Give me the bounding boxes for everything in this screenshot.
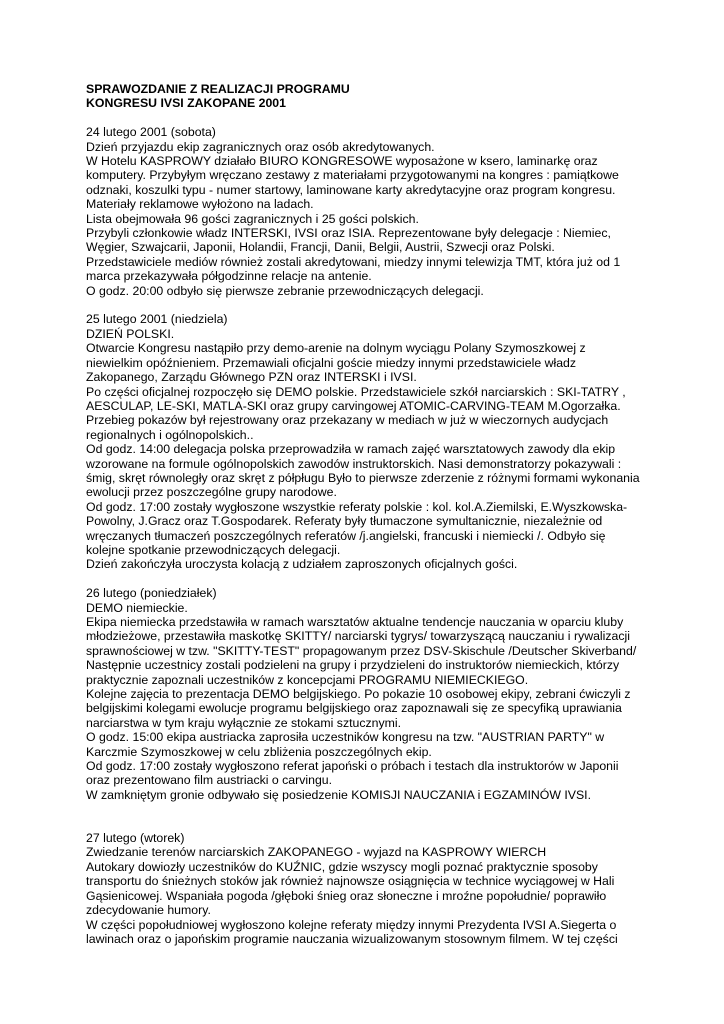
text-line: Powolny, J.Gracz oraz T.Gospodarek. Referaty były tłumaczone symultanicznie, niezależnie od	[86, 514, 603, 529]
text-line: Węgier, Szwajcarii, Japonii, Holandii, Francji, Danii, Belgii, Austrii, Szwecji oraz Polski.	[86, 240, 555, 255]
title-line: KONGRESU IVSI ZAKOPANE 2001	[86, 96, 286, 111]
text-line: regionalnych i ogólnopolskich..	[86, 427, 254, 442]
text-line: Karczmie Szymoszkowej w celu zbliżenia poszczególnych ekip.	[86, 744, 432, 759]
text-line: komputery. Przybyłym wręczano zestawy z materiałami przygotowanymi na kongres : pamiątkowe	[86, 168, 619, 183]
text-line: Zwiedzanie terenów narciarskich ZAKOPANEGO - wyjazd na KASPROWY WIERCH	[86, 845, 547, 860]
text-line: transportu do śnieżnych stoków jak również najnowsze osiągnięcia w technice wyciągowej w Hali	[86, 874, 615, 889]
text-line: Od godz. 17:00 zostały wygłoszono referat japoński o próbach i testach dla instruktorów w Japonii	[86, 759, 619, 774]
text-line: W Hotelu KASPROWY działało BIURO KONGRESOWE wyposażone w ksero, laminarkę oraz	[86, 154, 598, 169]
text-line: Od godz. 17:00 zostały wygłoszone wszystkie referaty polskie : kol. kol.A.Ziemilski, E.Wyszkowska-	[86, 499, 628, 514]
text-line: oraz prezentowano film austriacki o carvingu.	[86, 773, 333, 788]
report-section-feb-27	[86, 831, 646, 946]
text-line: Przybyli członkowie władz INTERSKI, IVSI oraz ISIA. Reprezentowane były delegacje : Niemiec,	[86, 226, 611, 241]
section-date: 24 lutego 2001 (sobota)	[86, 125, 216, 140]
spacer	[86, 802, 646, 831]
text-line: marca przekazywała półgodzinne relacje na antenie.	[86, 269, 372, 284]
section-date: 25 lutego 2001 (niedziela)	[86, 312, 228, 327]
text-line: zdecydowanie humory.	[86, 903, 211, 918]
text-line: Po części oficjalnej rozpoczęło się DEMO polskie. Przedstawiciele szkół narciarskich : SKI-TATRY ,	[86, 384, 626, 399]
text-line: belgijskimi kolegami ewolucje programu belgijskiego oraz zapoznawali się ze specyfiką uprawiania	[86, 701, 622, 716]
report-section-feb-26	[86, 586, 646, 802]
text-line: Kolejne zajęcia to prezentacja DEMO belgijskiego. Po pokazie 10 osobowej ekipy, zebrani ćwiczyli z	[86, 687, 631, 702]
text-line: Od godz. 14:00 delegacja polska przeprowadziła w ramach zajęć warsztatowych zawody dla ekip	[86, 442, 616, 457]
text-line: młodzieżowe, przestawiła maskotkę SKITTY/ narciarski tygrys/ towarzyszącą nauczaniu i rywalizacji	[86, 629, 630, 644]
text-line: wzorowane na formule ogólnopolskich zawodów instruktorskich. Nasi demonstratorzy pokazywali :	[86, 456, 622, 471]
text-line: niewielkim opóźnieniem. Przemawiali oficjalni goście miedzy innymi przedstawiciele władz	[86, 355, 577, 370]
text-line: Materiały reklamowe wyłożono na ladach.	[86, 197, 314, 212]
text-line: lawinach oraz o japońskim programie nauczania wizualizowanym stosownym filmem. W tej części	[86, 931, 618, 946]
text-line: sprawnościowej w tzw. "SKITTY-TEST" propagowanym przez DSV-Skischule /Deutscher Skiverband/	[86, 643, 637, 658]
text-line: Ekipa niemiecka przedstawiła w ramach warsztatów aktualne tendencje nauczania w oparciu kluby	[86, 614, 624, 629]
text-line: W zamkniętym gronie odbywało się posiedzenie KOMISJI NAUCZANIA i EGZAMINÓW IVSI.	[86, 787, 592, 802]
title-line: SPRAWOZDANIE Z REALIZACJI PROGRAMU	[86, 82, 350, 96]
report-section-feb-24	[86, 125, 646, 298]
document-title	[86, 82, 646, 111]
text-line: AESCULAP, LE-SKI, MATLA-SKI oraz grupy carvingowej ATOMIC-CARVING-TEAM M.Ogorzałka.	[86, 398, 621, 413]
text-line: Dzień zakończyła uroczysta kolacją z udziałem zaproszonych oficjalnych gości.	[86, 557, 518, 572]
text-line: Gąsienicowej. Wspaniała pogoda /głęboki śnieg oraz słoneczne i mroźne popołudnie/ poprawiło	[86, 888, 607, 903]
text-line: Następnie uczestnicy zostali podzieleni na grupy i przydzieleni do instruktorów niemieckich, którzy	[86, 658, 620, 673]
section-heading: DZIEŃ POLSKI.	[86, 326, 175, 341]
text-line: Otwarcie Kongresu nastąpiło przy demo-arenie na dolnym wyciągu Polany Szymoszkowej z	[86, 341, 586, 356]
document-body	[86, 82, 646, 946]
text-line: praktycznie zapoznali uczestników z koncepcjami PROGRAMU NIEMIECKIEGO.	[86, 672, 529, 687]
section-date: 27 lutego (wtorek)	[86, 831, 185, 846]
text-line: śmig, skręt równoległy oraz skręt z półpługu Było to pierwsze zderzenie z różnymi formami wykonania	[86, 470, 640, 485]
text-line: Lista obejmowała 96 gości zagranicznych i 25 gości polskich.	[86, 211, 419, 226]
text-line: ewolucji przez poszczególne grupy narodowe.	[86, 485, 337, 500]
text-line: Przedstawiciele mediów również zostali akredytowani, miedzy innymi telewizja TMT, która już od 1	[86, 254, 621, 269]
section-date: 26 lutego (poniedziałek)	[86, 586, 217, 601]
spacer	[86, 572, 646, 586]
section-heading: DEMO niemieckie.	[86, 600, 188, 615]
text-line: Autokary dowiozły uczestników do KUŹNIC, gdzie wszyscy mogli poznać praktycznie sposoby	[86, 859, 598, 874]
spacer	[86, 298, 646, 312]
text-line: kolejne spotkanie przewodniczących delegacji.	[86, 542, 341, 557]
text-line: Dzień przyjazdu ekip zagranicznych oraz osób akredytowanych.	[86, 139, 435, 154]
text-line: O godz. 15:00 ekipa austriacka zaprosiła uczestników kongresu na tzw. "AUSTRIAN PARTY" w	[86, 730, 605, 745]
text-line: Przebieg pokazów był rejestrowany oraz przekazany w mediach w już w wieczornych audycjach	[86, 413, 609, 428]
text-line: W części popołudniowej wygłoszono kolejne referaty między innymi Prezydenta IVSI A.Siegerta o	[86, 917, 617, 932]
text-line: odznaki, koszulki typu - numer startowy, laminowane karty akredytacyjne oraz program kongresu.	[86, 182, 616, 197]
text-line: Zakopanego, Zarządu Głównego PZN oraz INTERSKI i IVSI.	[86, 370, 417, 385]
spacer	[86, 111, 646, 125]
text-line: wręczanych tłumaczeń poszczególnych referatów /j.angielski, francuski i niemiecki /. Odbyło się	[86, 528, 606, 543]
text-line: O godz. 20:00 odbyło się pierwsze zebranie przewodniczących delegacji.	[86, 283, 484, 298]
report-section-feb-25	[86, 312, 646, 571]
text-line: narciarstwa w tym kraju wyłącznie ze stokami sztucznymi.	[86, 715, 402, 730]
